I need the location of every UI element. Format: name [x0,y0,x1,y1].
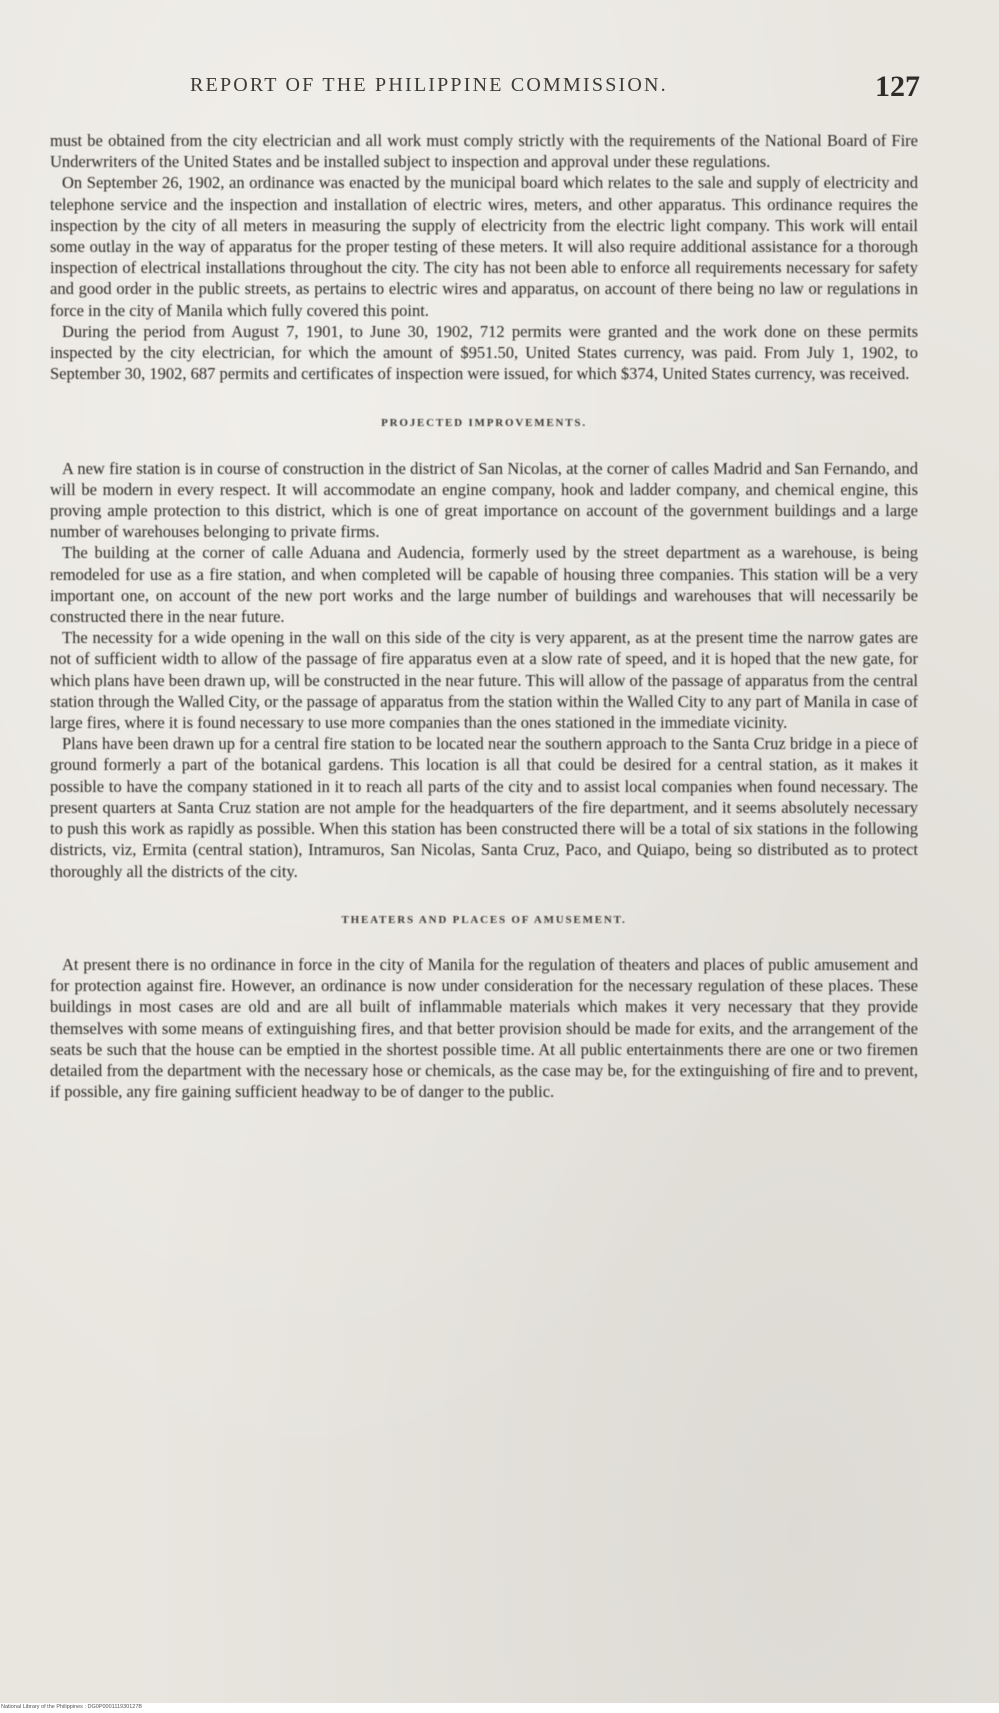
section-heading-projected-improvements: PROJECTED IMPROVEMENTS. [381,417,587,430]
page-body [50,130,918,1102]
paragraph-aduana-station: The building at the corner of calle Aduana and Audencia, formerly used by the street department as a warehouse, is being remodeled for use as a fire station, and when completed will be capable of housing three companies. This station will be a very important one, on account of the new port works and the large number of buildings and warehouses that will necessarily be constructed there in the near future. [50,543,918,627]
paragraph-san-nicolas-station: A new fire station is in course of construction in the district of San Nicolas, at the corner of calles Madrid and San Fernando, and will be modern in every respect. It will accommodate an engine company, hook and ladder company, and chemical engine, this proving ample protection to this district, which is one of great importance on account of the government buildings and a large number of warehouses belonging to private firms. [50,458,918,542]
page-number: 127 [875,70,920,103]
paragraph-theaters: At present there is no ordinance in force in the city of Manila for the regulation of theaters and places of public amusement and for protection against fire. However, an ordinance is now under consideration for the necessary regulation of these places. These buildings in most cases are old and are all built of inflammable materials which makes it very necessary that they provide themselves with some means of extinguishing fires, and that better provision should be made for exits, and the arrangement of the seats be such that the house can be emptied in the shortest possible time. At all public entertainments there are one or two firemen detailed from the department with the necessary hose or chemicals, as the case may be, for the extinguishing of fire and to prevent, if possible, any fire gaining sufficient headway to be of danger to the public. [50,954,918,1102]
paragraph-permits: During the period from August 7, 1901, to June 30, 1902, 712 permits were granted and the work done on these permits inspected by the city electrician, for which the amount of $951.50, United States currency, was paid. From July 1, 1902, to September 30, 1902, 687 permits and certificates of inspection were issued, for which $374, United States currency, was received. [50,321,918,384]
paragraph-intro-continuation: must be obtained from the city electrician and all work must comply strictly with the requirements of the National Board of Fire Underwriters of the United States and be installed subject to inspection and approval under these regulations. [50,131,918,172]
paragraph-ordinance-electricity: On September 26, 1902, an ordinance was enacted by the municipal board which relates to the sale and supply of electricity and telephone service and the inspection and installation of electric wires, meters, and other apparatus. This ordinance requires the inspection by the city of all meters in measuring the supply of electricity from the electric light company. This work will entail some outlay in the way of apparatus for the proper testing of these meters. It will also require additional assistance for a thorough inspection of electrical installations throughout the city. The city has not been able to enforce all requirements necessary for safety and good order in the public streets, as pertains to electric wires and apparatus, on account of there being no law or regulations in force in the city of Manila which fully covered this point. [50,173,918,320]
section-heading-theaters: THEATERS AND PLACES OF AMUSEMENT. [341,913,627,926]
paragraph-central-station: Plans have been drawn up for a central fire station to be located near the southern approach to the Santa Cruz bridge in a piece of ground formerly a part of the botanical gardens. This location is all that could be desired for a central station, as it makes it possible to have the company stationed in it to reach all parts of the city and to assist local companies when found necessary. The present quarters at Santa Cruz station are not ample for the headquarters of the fire department, and it seems absolutely necessary to push this work as rapidly as possible. When this station has been constructed there will be a total of six stations in the following districts, viz, Ermita (central station), Intramuros, San Nicolas, Santa Cruz, Paco, and Quiapo, being so distributed as to protect thoroughly all the districts of the city. [50,734,918,881]
scan-footer [0,1703,999,1713]
footer-source-line: National Library of the Philippines : DG0P000111930127B [1,1704,143,1710]
paragraph-wall-opening: The necessity for a wide opening in the wall on this side of the city is very apparent, as at the present time the narrow gates are not of sufficient width to allow of the passage of fire apparatus even at a slow rate of speed, and it is hoped that the new gate, for which plans have been drawn up, will be constructed in the near future. This will allow of the passage of apparatus from the central station through the Walled City, or the passage of apparatus from the station within the Walled City to any part of Manila in case of large fires, where it is found necessary to use more companies than the ones stationed in the immediate vicinity. [50,628,918,733]
running-head: REPORT OF THE PHILIPPINE COMMISSION. [190,74,668,96]
page-header [190,70,920,103]
